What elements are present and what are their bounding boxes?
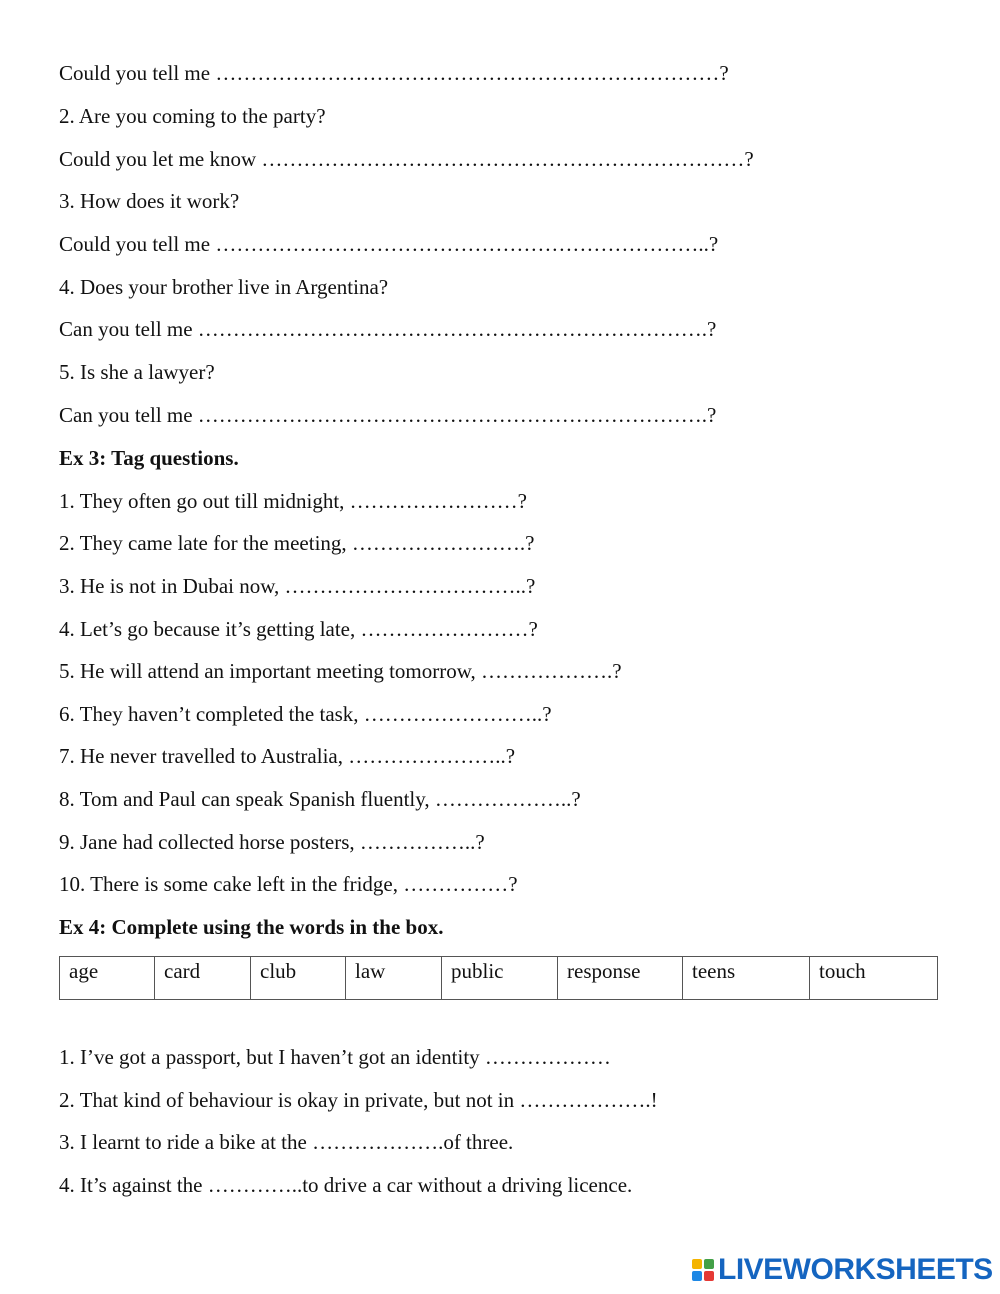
word-box-row: [60, 957, 938, 1000]
word-box-cell: teens: [683, 957, 810, 1000]
ex2-answer-prompt: Could you let me know ……………………………………………………………?: [59, 147, 754, 171]
ex2-question: 2. Are you coming to the party?: [59, 104, 326, 128]
ex2-answer-prompt: Could you tell me ………………………………………………………………?: [59, 61, 729, 85]
ex2-answer-prompt: Could you tell me ……………………………………………………………..?: [59, 232, 719, 256]
ex3-heading: Ex 3: Tag questions.: [59, 446, 239, 470]
ex3-item: 5. He will attend an important meeting tomorrow, ……………….?: [59, 659, 622, 683]
ex3-item: 10. There is some cake left in the fridge, ……………?: [59, 872, 518, 896]
word-box-cell: law: [346, 957, 442, 1000]
liveworksheets-logo-icon: [692, 1259, 714, 1281]
logo-square: [704, 1271, 714, 1281]
ex3-item: 4. Let’s go because it’s getting late, ……………………?: [59, 617, 538, 641]
ex3-item: 3. He is not in Dubai now, ……………………………..?: [59, 574, 536, 598]
logo-square: [692, 1271, 702, 1281]
ex4-item: 2. That kind of behaviour is okay in private, but not in ……………….!: [59, 1088, 658, 1112]
ex2-question: 3. How does it work?: [59, 189, 240, 213]
ex4-item: 4. It’s against the …………..to drive a car without a driving licence.: [59, 1173, 633, 1197]
ex2-question: 5. Is she a lawyer?: [59, 360, 215, 384]
ex3-item: 7. He never travelled to Australia, …………………..?: [59, 744, 516, 768]
ex3-item: 2. They came late for the meeting, …………………….?: [59, 531, 535, 555]
word-box-cell: public: [442, 957, 558, 1000]
ex2-answer-prompt: Can you tell me ……………………………………………………………….?: [59, 317, 717, 341]
ex4-item: 1. I’ve got a passport, but I haven’t got an identity ………………: [59, 1045, 611, 1069]
ex3-item: 6. They haven’t completed the task, ……………………..?: [59, 702, 552, 726]
ex4-item: 3. I learnt to ride a bike at the ……………….of three.: [59, 1130, 514, 1154]
word-box-cell: age: [60, 957, 155, 1000]
ex3-item: 9. Jane had collected horse posters, ……………..?: [59, 830, 485, 854]
ex2-question: 4. Does your brother live in Argentina?: [59, 275, 389, 299]
ex4-heading: Ex 4: Complete using the words in the box.: [59, 915, 444, 939]
ex2-answer-prompt: Can you tell me ……………………………………………………………….?: [59, 403, 717, 427]
logo-text: LIVEWORKSHEETS: [718, 1253, 993, 1286]
word-box: [59, 956, 938, 1000]
word-box-cell: response: [558, 957, 683, 1000]
ex3-item: 8. Tom and Paul can speak Spanish fluently, ………………..?: [59, 787, 581, 811]
liveworksheets-logo: [692, 1253, 993, 1286]
word-box-cell: touch: [810, 957, 938, 1000]
logo-square: [692, 1259, 702, 1269]
word-box-cell: club: [251, 957, 346, 1000]
logo-square: [704, 1259, 714, 1269]
ex3-item: 1. They often go out till midnight, ……………………?: [59, 489, 527, 513]
word-box-cell: card: [155, 957, 251, 1000]
